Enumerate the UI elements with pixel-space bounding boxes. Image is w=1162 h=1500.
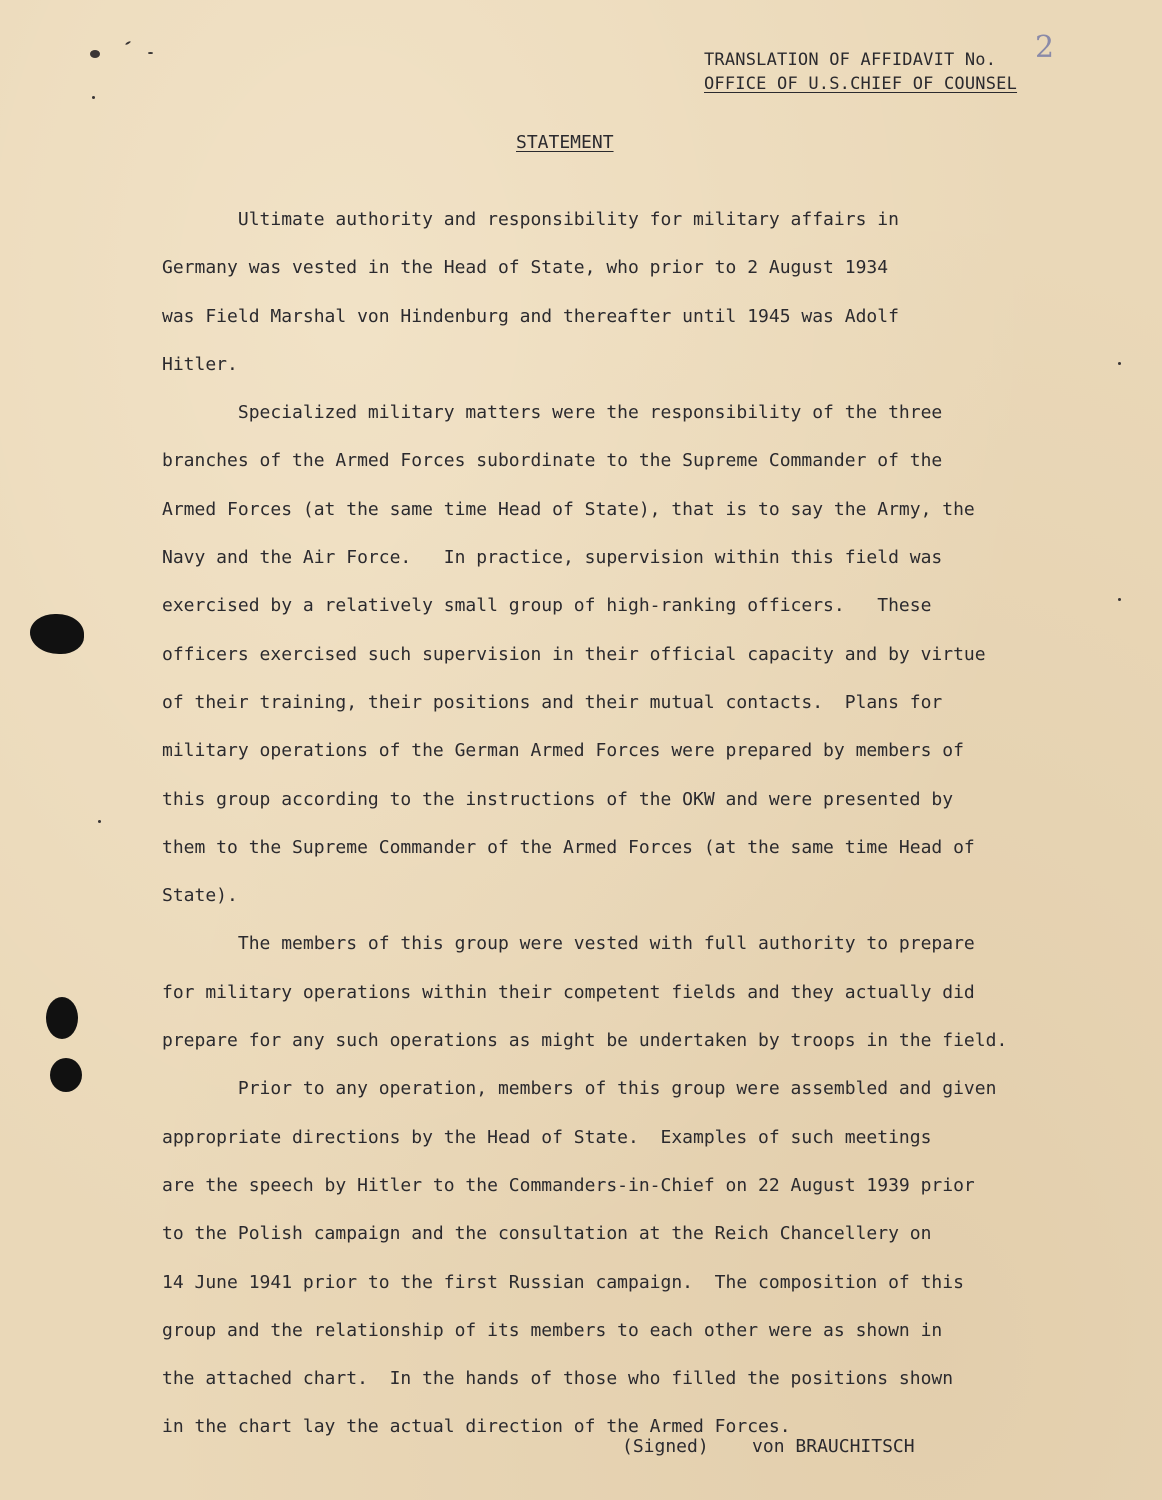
body-line: 14 June 1941 prior to the first Russian campaign. The composition of this	[162, 1271, 964, 1293]
document-title: STATEMENT	[516, 132, 614, 153]
body-line: officers exercised such supervision in their official capacity and by virtue	[162, 643, 986, 665]
body-line: them to the Supreme Commander of the Armed Forces (at the same time Head of	[162, 836, 975, 858]
document-body	[162, 196, 1102, 1452]
body-line: this group according to the instructions of the OKW and were presented by	[162, 788, 954, 810]
ink-speck	[90, 50, 100, 58]
signature-line: (Signed) von BRAUCHITSCH	[622, 1436, 915, 1457]
body-line: appropriate directions by the Head of State. Examples of such meetings	[162, 1126, 932, 1148]
body-line: military operations of the German Armed Forces were prepared by members of	[162, 740, 964, 762]
body-line: prepare for any such operations as might be undertaken by troops in the field.	[162, 1030, 1008, 1052]
ink-speck	[1118, 362, 1121, 365]
punch-hole	[50, 1058, 82, 1092]
body-line: to the Polish campaign and the consultation at the Reich Chancellery on	[162, 1223, 932, 1245]
body-line: are the speech by Hitler to the Commanders-in-Chief on 22 August 1939 prior	[162, 1174, 975, 1196]
ink-speck	[98, 820, 101, 823]
body-line: was Field Marshal von Hindenburg and thereafter until 1945 was Adolf	[162, 305, 899, 327]
ink-speck	[92, 96, 95, 99]
body-line: exercised by a relatively small group of high-ranking officers. These	[162, 595, 932, 617]
handwritten-number: 2	[1035, 30, 1055, 65]
body-line: State).	[162, 885, 238, 907]
body-line: Navy and the Air Force. In practice, supervision within this field was	[162, 547, 943, 569]
ink-speck	[125, 41, 131, 46]
body-line: branches of the Armed Forces subordinate to the Supreme Commander of the	[162, 450, 943, 472]
punch-hole	[46, 997, 78, 1039]
punch-hole	[30, 614, 84, 654]
body-line: for military operations within their competent fields and they actually did	[162, 981, 975, 1003]
body-line: Specialized military matters were the responsibility of the three	[162, 402, 943, 424]
body-line: Armed Forces (at the same time Head of State), that is to say the Army, the	[162, 498, 975, 520]
body-line: of their training, their positions and their mutual contacts. Plans for	[162, 691, 943, 713]
body-line: Ultimate authority and responsibility for military affairs in	[162, 209, 899, 230]
body-line: The members of this group were vested with full authority to prepare	[162, 933, 975, 955]
header-line-1: TRANSLATION OF AFFIDAVIT No.	[704, 50, 997, 70]
body-line: Prior to any operation, members of this group were assembled and given	[162, 1078, 997, 1100]
body-line: in the chart lay the actual direction of the Armed Forces.	[162, 1416, 791, 1438]
document-header	[704, 48, 1017, 96]
body-line: Hitler.	[162, 353, 238, 375]
ink-speck	[148, 52, 153, 54]
body-line: the attached chart. In the hands of those who filled the positions shown	[162, 1368, 954, 1390]
body-line: Germany was vested in the Head of State, who prior to 2 August 1934	[162, 257, 889, 279]
header-line-2: OFFICE OF U.S.CHIEF OF COUNSEL	[704, 74, 1018, 94]
ink-speck	[1118, 598, 1121, 601]
body-line: group and the relationship of its members to each other were as shown in	[162, 1319, 943, 1341]
